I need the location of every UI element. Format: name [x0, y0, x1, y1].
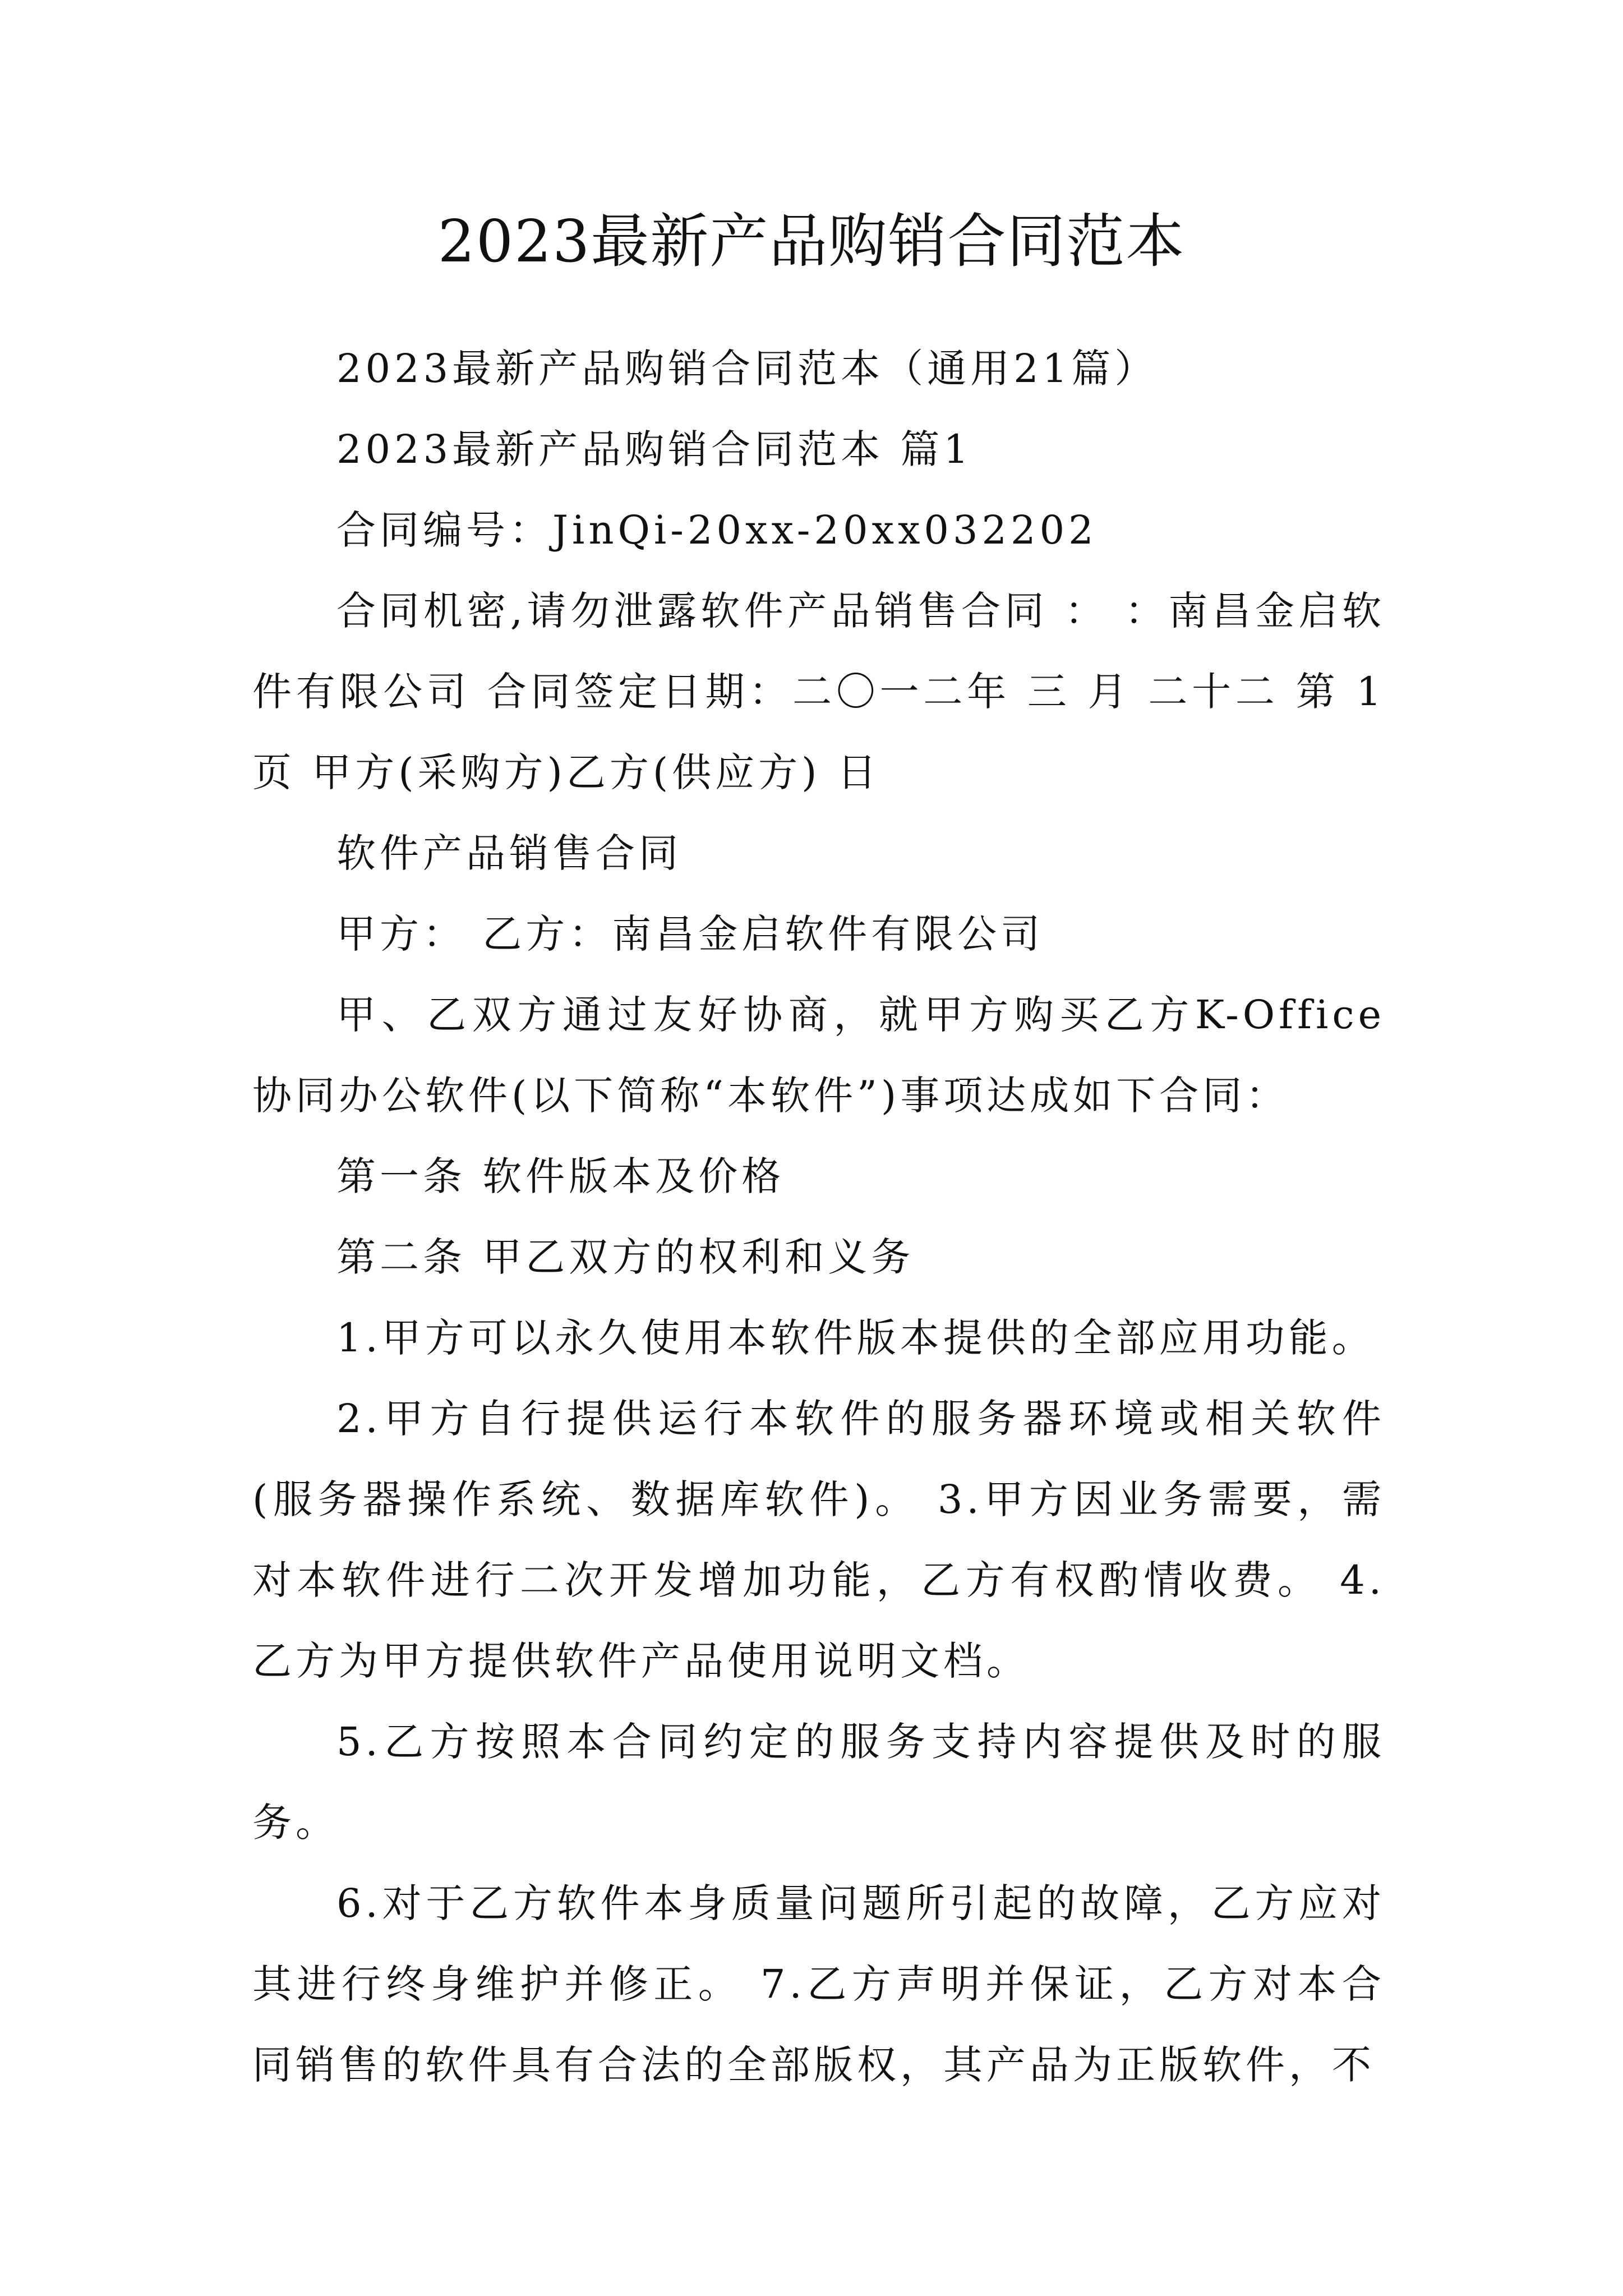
- paragraph-section-heading: 2023最新产品购销合同范本 篇1: [336, 426, 972, 472]
- paragraph-contract-info: 合同机密,请勿泄露软件产品销售合同 ： ：南昌金启软件有限公司 合同签定日期：二〇一二年 三 月 二十二 第 1 页 甲方(采购方)乙方(供应方) 日: [252, 588, 1385, 795]
- paragraph-contract-number: 合同编号：JinQi-20xx-20xx032202: [336, 507, 1098, 553]
- paragraph-parties: 甲方： 乙方：南昌金启软件有限公司: [336, 911, 1044, 957]
- paragraph-contract-name: 软件产品销售合同: [336, 830, 682, 876]
- paragraph-article-1: 第一条 软件版本及价格: [336, 1153, 785, 1199]
- paragraph-clause-1: 1.甲方可以永久使用本软件版本提供的全部应用功能。: [336, 1315, 1375, 1361]
- paragraph-subtitle: 2023最新产品购销合同范本（通用21篇）: [336, 346, 1158, 392]
- paragraph-clauses-2-4: 2.甲方自行提供运行本软件的服务器环境或相关软件(服务器操作系统、数据库软件)。 3.甲方因业务需要，需对本软件进行二次开发增加功能，乙方有权酌情收费。 4.乙方为甲方提供软件产品使用说明文档。: [252, 1396, 1385, 1684]
- document-title: 2023最新产品购销合同范本: [437, 207, 1186, 275]
- paragraph-agreement-intro: 甲、乙双方通过友好协商，就甲方购买乙方K-Office协同办公软件(以下简称“本软件”)事项达成如下合同：: [252, 992, 1385, 1119]
- document-body: [252, 328, 1385, 2105]
- paragraph-clause-5: 5.乙方按照本合同约定的服务支持内容提供及时的服务。: [252, 1719, 1385, 1846]
- paragraph-article-2: 第二条 甲乙双方的权利和义务: [336, 1234, 915, 1280]
- paragraph-clauses-6-7: 6.对于乙方软件本身质量问题所引起的故障，乙方应对其进行终身维护并修正。 7.乙方声明并保证，乙方对本合同销售的软件具有合法的全部版权，其产品为正版软件，不: [252, 1880, 1385, 2088]
